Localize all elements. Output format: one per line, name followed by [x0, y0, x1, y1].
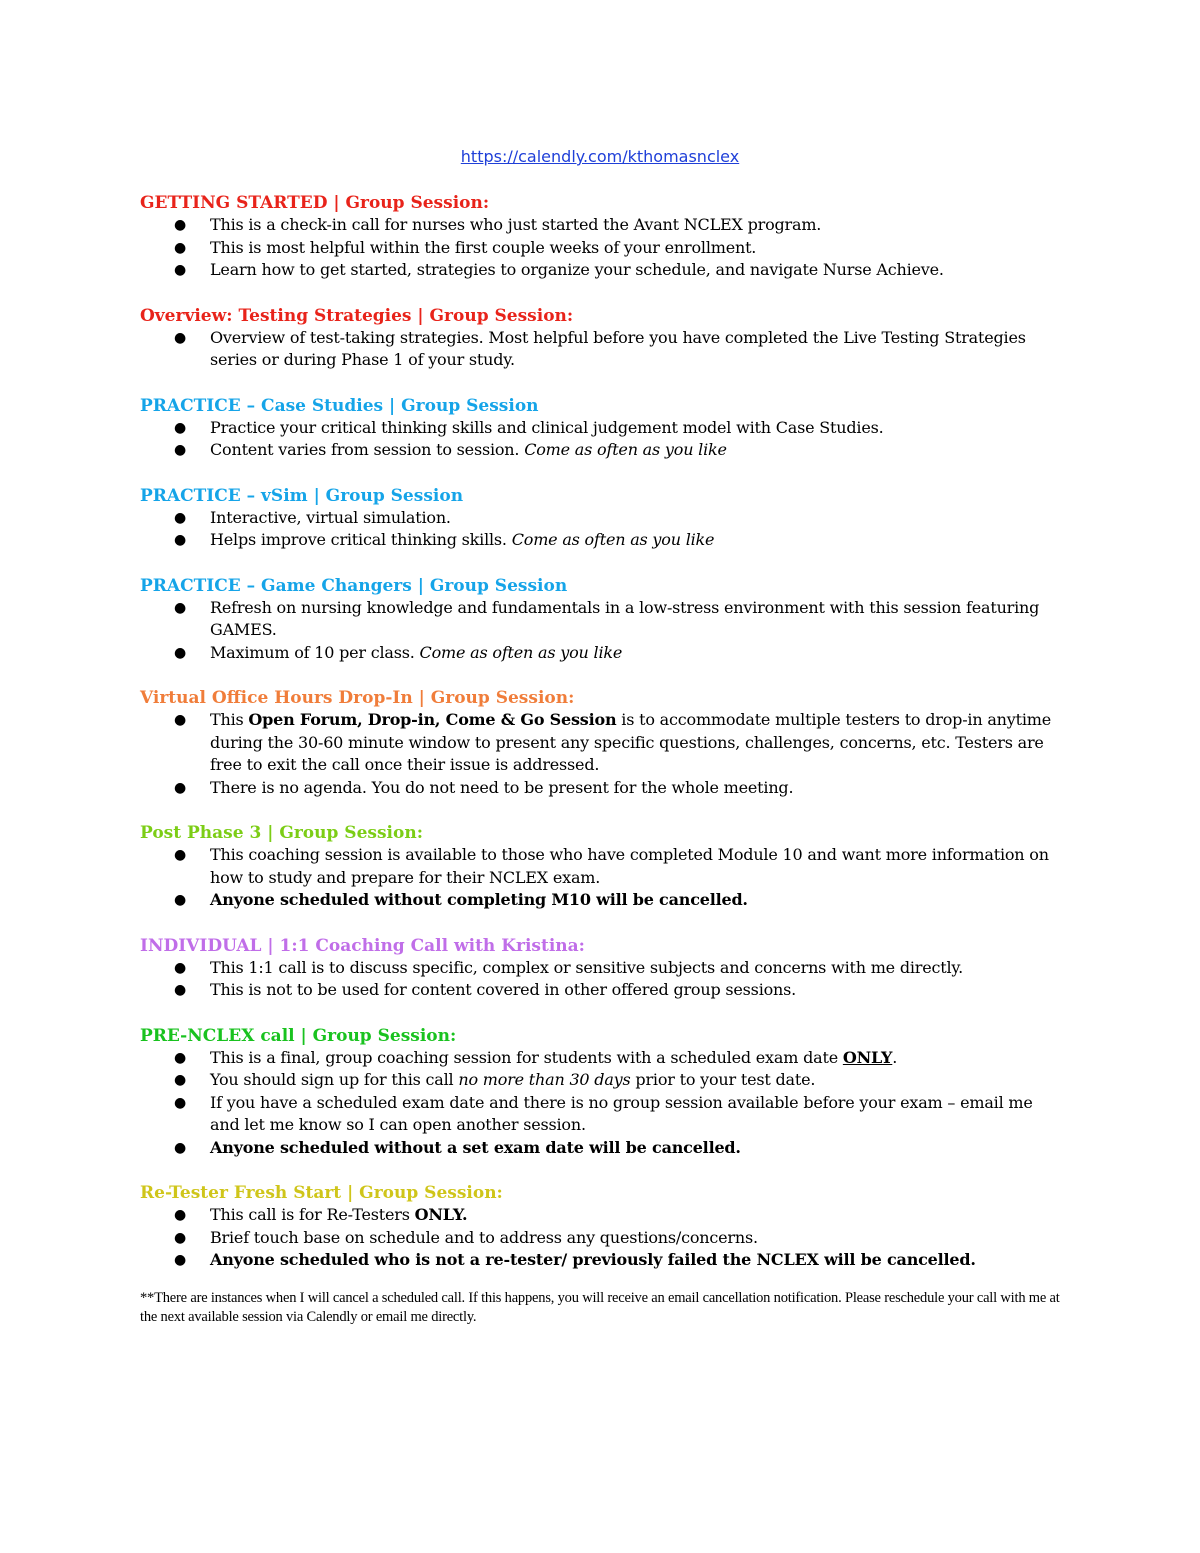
bullet-icon: ● [174, 509, 187, 526]
section-heading: Overview: Testing Strategies | Group Session: [140, 305, 574, 326]
bullet-icon: ● [174, 239, 187, 256]
bullet-list [140, 597, 1060, 665]
list-item: ● Maximum of 10 per class. Come as often as you like [140, 642, 1060, 665]
list-item: ● You should sign up for this call no more than 30 days prior to your test date. [140, 1069, 1060, 1092]
list-item: ● Brief touch base on schedule and to address any questions/concerns. [140, 1227, 1060, 1250]
list-item: ● Interactive, virtual simulation. [140, 507, 1060, 530]
bullet-icon: ● [174, 1207, 187, 1223]
bullet-icon: ● [174, 442, 187, 458]
list-item: ● Helps improve critical thinking skills. Come as often as you like [140, 529, 1060, 552]
section-re-tester [140, 1182, 1060, 1272]
bullet-icon: ● [174, 1139, 187, 1156]
bullet-icon: ● [174, 329, 187, 346]
footnote: **There are instances when I will cancel a scheduled call. If this happens, you will receive an email cancellation notification. Please reschedule your call with me at the next available session via Calendly or email me directly. [140, 1289, 1060, 1325]
list-item: ● Practice your critical thinking skills and clinical judgement model with Case Studies. [140, 417, 1060, 440]
bullet-list [140, 957, 1060, 1002]
section-heading: PRE-NCLEX call | Group Session: [140, 1025, 457, 1046]
section-getting-started [140, 192, 1060, 282]
list-item: ● If you have a scheduled exam date and there is no group session available before your exam – email me and let me know so I can open another session. [174, 1092, 1033, 1134]
bullet-icon: ● [174, 599, 187, 616]
list-item: ● This coaching session is available to those who have completed Module 10 and want more information on how to study and prepare for their NCLEX exam. [174, 845, 1049, 887]
bullet-icon: ● [174, 847, 187, 863]
list-item: ● This is not to be used for content covered in other offered group sessions. [140, 979, 1060, 1002]
bullet-icon: ● [174, 1049, 187, 1066]
section-individual-coaching [140, 935, 1060, 1002]
section-testing-strategies [140, 305, 1060, 372]
list-item: ● Refresh on nursing knowledge and fundamentals in a low-stress environment with this session featuring GAMES. [174, 597, 1040, 639]
bullet-icon: ● [174, 532, 187, 548]
bullet-icon: ● [174, 1072, 187, 1088]
bullet-list [140, 327, 1060, 372]
section-heading: Virtual Office Hours Drop-In | Group Session: [140, 688, 575, 708]
bullet-list [140, 1204, 1060, 1272]
section-heading: PRACTICE – Case Studies | Group Session [140, 395, 539, 416]
list-item: ● Anyone scheduled without a set exam date will be cancelled. [140, 1137, 1060, 1160]
bullet-icon: ● [174, 712, 187, 728]
section-game-changers [140, 575, 1060, 665]
section-heading: INDIVIDUAL | 1:1 Coaching Call with Kristina: [140, 935, 585, 956]
list-item: ● This is most helpful within the first couple weeks of your enrollment. [140, 237, 1060, 260]
list-item: ● This Open Forum, Drop-in, Come & Go Session is to accommodate multiple testers to drop-in anytime during the 30-60 minute window to present any specific questions, challenges, concerns, etc. Testers are free to exit the call once their issue is addressed. [174, 710, 1051, 774]
list-item: ● This is a final, group coaching session for students with a scheduled exam date ONLY. [140, 1047, 1060, 1070]
bullet-icon: ● [174, 217, 187, 233]
bullet-icon: ● [174, 982, 187, 998]
section-post-phase-3 [140, 822, 1060, 912]
list-item: ● Anyone scheduled who is not a re-tester/ previously failed the NCLEX will be cancelled. [140, 1249, 1060, 1272]
bullet-list [140, 1047, 1060, 1160]
bullet-list [140, 417, 1060, 462]
section-pre-nclex [140, 1025, 1060, 1160]
list-item: ● This is a check-in call for nurses who just started the Avant NCLEX program. [140, 214, 1060, 237]
bullet-icon: ● [174, 419, 187, 436]
section-heading: PRACTICE – Game Changers | Group Session [140, 575, 568, 596]
section-office-hours [140, 687, 1060, 799]
bullet-icon: ● [174, 262, 187, 278]
section-heading: PRACTICE – vSim | Group Session [140, 485, 464, 506]
list-item: ● This call is for Re-Testers ONLY. [140, 1204, 1060, 1227]
bullet-icon: ● [174, 644, 187, 661]
bullet-list [140, 709, 1060, 799]
section-heading: Post Phase 3 | Group Session: [140, 823, 423, 843]
list-item: ● Anyone scheduled without completing M10 will be cancelled. [140, 889, 1060, 912]
bullet-icon: ● [174, 892, 187, 908]
bullet-icon: ● [174, 779, 187, 796]
bullet-list [140, 844, 1060, 912]
list-item: ● Content varies from session to session. Come as often as you like [140, 439, 1060, 462]
section-vsim [140, 485, 1060, 552]
document-page [140, 144, 1060, 1327]
bullet-list [140, 214, 1060, 282]
section-heading: GETTING STARTED | Group Session: [140, 193, 490, 213]
list-item: ● There is no agenda. You do not need to be present for the whole meeting. [140, 777, 1060, 800]
calendly-link[interactable]: https://calendly.com/kthomasnclex [460, 147, 740, 166]
list-item: ● This 1:1 call is to discuss specific, complex or sensitive subjects and concerns with me directly. [140, 957, 1060, 980]
bullet-icon: ● [174, 1229, 187, 1246]
list-item: ● Overview of test-taking strategies. Most helpful before you have completed the Live Testing Strategies series or during Phase 1 of your study. [174, 327, 1026, 369]
bullet-icon: ● [174, 1252, 187, 1268]
calendly-link-row [140, 144, 1060, 170]
list-item: ● Learn how to get started, strategies to organize your schedule, and navigate Nurse Achieve. [140, 259, 1060, 282]
section-case-studies [140, 395, 1060, 462]
section-heading: Re-Tester Fresh Start | Group Session: [140, 1183, 503, 1203]
bullet-icon: ● [174, 1094, 187, 1111]
bullet-icon: ● [174, 959, 187, 976]
bullet-list [140, 507, 1060, 552]
